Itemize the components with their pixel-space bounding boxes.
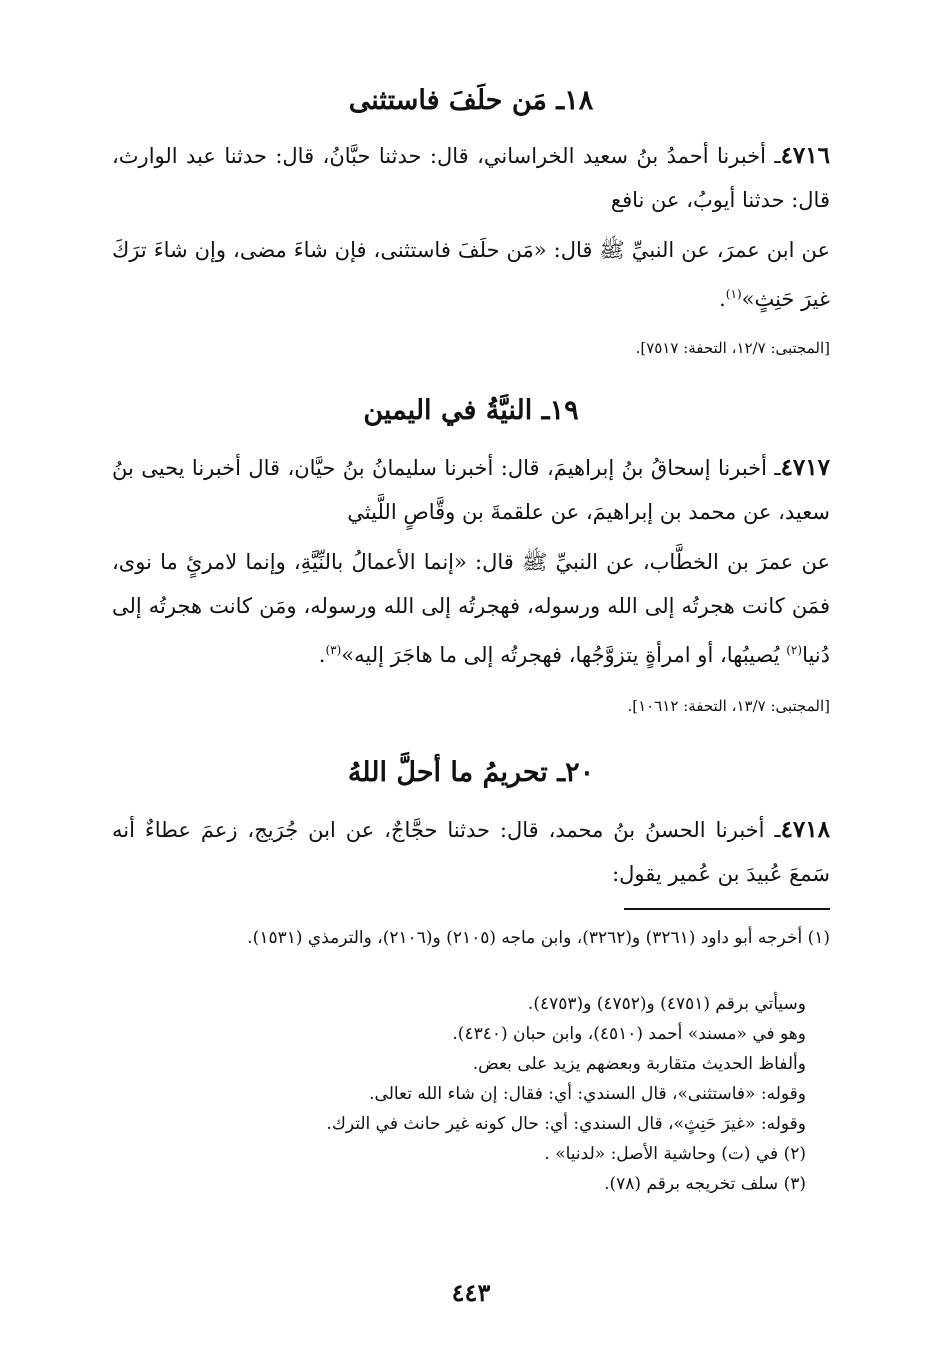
hadith-4718-isnad (112, 808, 830, 896)
footnote-1: (١) أخرجه أبو داود (٣٢٦١) و(٣٢٦٢)، وابن ماجه (٢١٠٥) و(٢١٠٦)، والترمذي (١٥٣١). (247, 928, 830, 948)
hadith-4717-reference: [المجتبى: ١٣/٧، التحفة: ١٠٦١٢]. (627, 697, 830, 715)
chapter-heading-20: ٢٠ـ تحريمُ ما أحلَّ اللهُ (347, 757, 595, 788)
page-number: ٤٤٣ (451, 1278, 491, 1307)
matn-text: عن ابن عمرَ، عن النبيِّ ﷺ قال: «مَن حلَفَ فاستثنى، فإن شاءَ مضى، وإن شاءَ ترَكَ غيرَ حَنِثٍ» (112, 238, 830, 311)
footnote-2: (٢) في (ت) وحاشية الأصل: «لدنيا» . (544, 1144, 806, 1164)
footnote-1-line: وهو في «مسند» أحمد (٤٥١٠)، وابن حبان (٤٣٤٠). (452, 1024, 806, 1044)
footnote-1-line: وسيأتي برقم (٤٧٥١) و(٤٧٥٢) و(٤٧٥٣). (527, 994, 806, 1014)
footnote-separator (624, 908, 830, 910)
footnote-1-line: وألفاظ الحديث متقاربة وبعضهم يزيد على بعض. (472, 1054, 806, 1074)
chapter-heading-19: ١٩ـ النيَّةُ في اليمين (363, 395, 579, 426)
matn-end: . (719, 287, 726, 311)
isnad-text: ـ أخبرنا الحسنُ بنُ محمد، قال: حدثنا حجَّاجٌ، عن ابن جُرَيج، زعمَ عطاءٌ أنه سَمعَ عُبيدَ بن عُمير يقول: (112, 818, 830, 886)
isnad-text: ـ أخبرنا أحمدُ بنُ سعيد الخراساني، قال: حدثنا حبَّانُ، قال: حدثنا عبد الوارث، قال: حدثنا أيوبُ، عن نافع (112, 144, 830, 212)
matn-text-a: عن عمرَ بن الخطَّاب، عن النبيِّ ﷺ قال: «إنما الأعمالُ بالنِّيَّةِ، وإنما لامرئٍ ما نوى، فمَن كانت هجرتُه إلى الله ورسوله، فهجرتُه إلى الله ورسوله، ومَن كانت هجرتُه إلى دُنيا (112, 550, 830, 667)
footnote-1-line: وقوله: «فاستثنى»، قال السندي: أي: فقال: إن شاء الله تعالى. (369, 1084, 806, 1104)
hadith-4716-reference: [المجتبى: ١٢/٧، التحفة: ٧٥١٧]. (635, 339, 830, 357)
footnote-1-line: وقوله: «غيرَ حَنِثٍ»، قال السندي: أي: حال كونه غير حانث في الترك. (326, 1114, 806, 1134)
isnad-text: ـ أخبرنا إسحاقُ بنُ إبراهيمَ، قال: أخبرنا سليمانُ بنُ حيَّان، قال أخبرنا يحيى بنُ سعيد، عن محمد بن إبراهيمَ، عن علقمةَ بن وقَّاصٍ اللَّيثي (112, 456, 830, 524)
hadith-number: ٤٧١٧ (780, 454, 830, 481)
hadith-4717-isnad (112, 446, 830, 534)
footnote-marker: (٢) (786, 643, 803, 657)
footnote-marker: (٣) (325, 643, 342, 657)
hadith-number: ٤٧١٦ (780, 142, 830, 169)
hadith-4717-matn (112, 540, 830, 677)
footnote-3: (٣) سلف تخريجه برقم (٧٨). (604, 1174, 806, 1194)
hadith-4716-isnad (112, 134, 830, 222)
chapter-heading-18: ١٨ـ مَن حلَفَ فاستثنى (348, 85, 594, 116)
footnote-marker: (١) (725, 287, 742, 301)
hadith-number: ٤٧١٨ (780, 816, 830, 843)
matn-end: . (318, 643, 326, 667)
matn-text-b: يُصيبُها، أو امرأةٍ يتزوَّجُها، فهجرتُه إلى ما هاجَرَ إليه» (341, 643, 787, 667)
hadith-4716-matn (112, 228, 830, 321)
